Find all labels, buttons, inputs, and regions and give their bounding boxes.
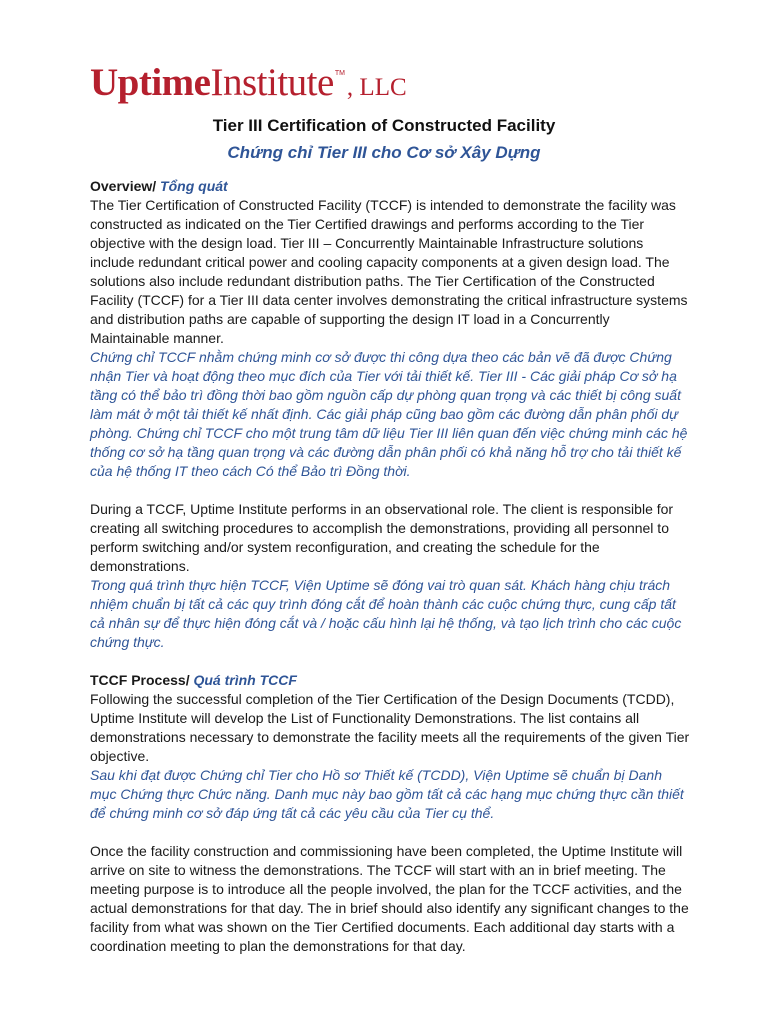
document-title-vietnamese: Chứng chỉ Tier III cho Cơ sở Xây Dựng [227,143,541,162]
logo-text-llc: , LLC [346,74,407,101]
process-heading [90,671,690,690]
process-paragraph-1-en: Following the successful completion of the Tier Certification of the Design Documents (TCDD), Uptime Institute will develop the List of Functionality Demonstrations. The list contains all demonstrations necessary to demonstrate the facility meets all the requirements of the given Tier objective. [90,691,690,764]
process-paragraph-1-vi: Sau khi đạt được Chứng chỉ Tier cho Hồ sơ Thiết kế (TCDD), Viện Uptime sẽ chuẩn bị Danh mục Chứng thực Chức năng. Danh mục này bao gồm tất cả các hạng mục chứng thực cần thiết để chứng minh cơ sở đáp ứng tất cả các yêu cầu của Tier cụ thể. [90,767,684,821]
logo-text-uptime: Uptime [90,61,211,104]
logo-trademark: TM [334,70,345,77]
uptime-institute-logo [90,60,407,104]
process-paragraph-2-en: Once the facility construction and commissioning have been completed, the Uptime Institute will arrive on site to witness the demonstrations. The TCCF will start with an in brief meeting. The meeting purpose is to introduce all the people involved, the plan for the TCCF activities, and the actual demonstrations for that day. The in brief should also identify any significant changes to the facility from what was shown on the Tier Certified documents. Each additional day starts with a coordination meeting to plan the demonstrations for that day. [90,843,689,954]
paragraph-spacer [90,481,690,500]
document-title-english: Tier III Certification of Constructed Facility [212,116,556,135]
process-heading-en: TCCF Process/ [90,672,190,688]
logo-text-institute: Institute [210,61,334,104]
document-body [90,177,690,956]
overview-paragraph-1-en: The Tier Certification of Constructed Facility (TCCF) is intended to demonstrate the facility was constructed as indicated on the Tier Certified drawings and performs according to the Tier objective with the design load. Tier III – Concurrently Maintainable Infrastructure solutions include redundant critical power and cooling capacity components at a given design load. The solutions also include redundant distribution paths. The Tier Certification of the Constructed Facility (TCCF) for a Tier III data center involves demonstrating the critical infrastructure systems and distribution paths are capable of supporting the design IT load in a Concurrently Maintainable manner. [90,197,688,346]
overview-paragraph-2-en: During a TCCF, Uptime Institute performs in an observational role. The client is responsible for creating all switching procedures to accomplish the demonstrations, providing all personnel to perform switching and/or system reconfiguration, and creating the schedule for the demonstrations. [90,501,674,574]
overview-paragraph-2-vi: Trong quá trình thực hiện TCCF, Viện Uptime sẽ đóng vai trò quan sát. Khách hàng chịu trách nhiệm chuẩn bị tất cả các quy trình đóng cắt để hoàn thành các cuộc chứng thực, cung cấp tất cả nhân sự để thực hiện đóng cắt và / hoặc cấu hình lại hệ thống, và tạo lịch trình cho các cuộc chứng thực. [90,577,682,650]
overview-heading [90,177,690,196]
paragraph-spacer [90,823,690,842]
paragraph-spacer [90,652,690,671]
process-heading-vi: Quá trình TCCF [193,672,297,688]
overview-paragraph-1-vi: Chứng chỉ TCCF nhằm chứng minh cơ sở được thi công dựa theo các bản vẽ đã được Chứng nhận Tier và hoạt động theo mục đích của Tier với tải thiết kế. Tier III - Các giải pháp Cơ sở hạ tầng có thể bảo trì đồng thời bao gồm nguồn cấp dự phòng quan trọng và các thiết bị công suất làm mát ở một tải thiết kế nhất định. Các giải pháp cũng bao gồm các đường dẫn phân phối dự phòng. Chứng chỉ TCCF cho một trung tâm dữ liệu Tier III liên quan đến việc chứng minh các hệ thống cơ sở hạ tầng quan trọng và các đường dẫn phân phối có khả năng hỗ trợ cho tải thiết kế của hệ thống IT theo cách Có thể Bảo trì Đồng thời. [90,349,688,479]
overview-heading-en: Overview/ [90,178,157,194]
overview-heading-vi: Tổng quát [160,178,228,194]
